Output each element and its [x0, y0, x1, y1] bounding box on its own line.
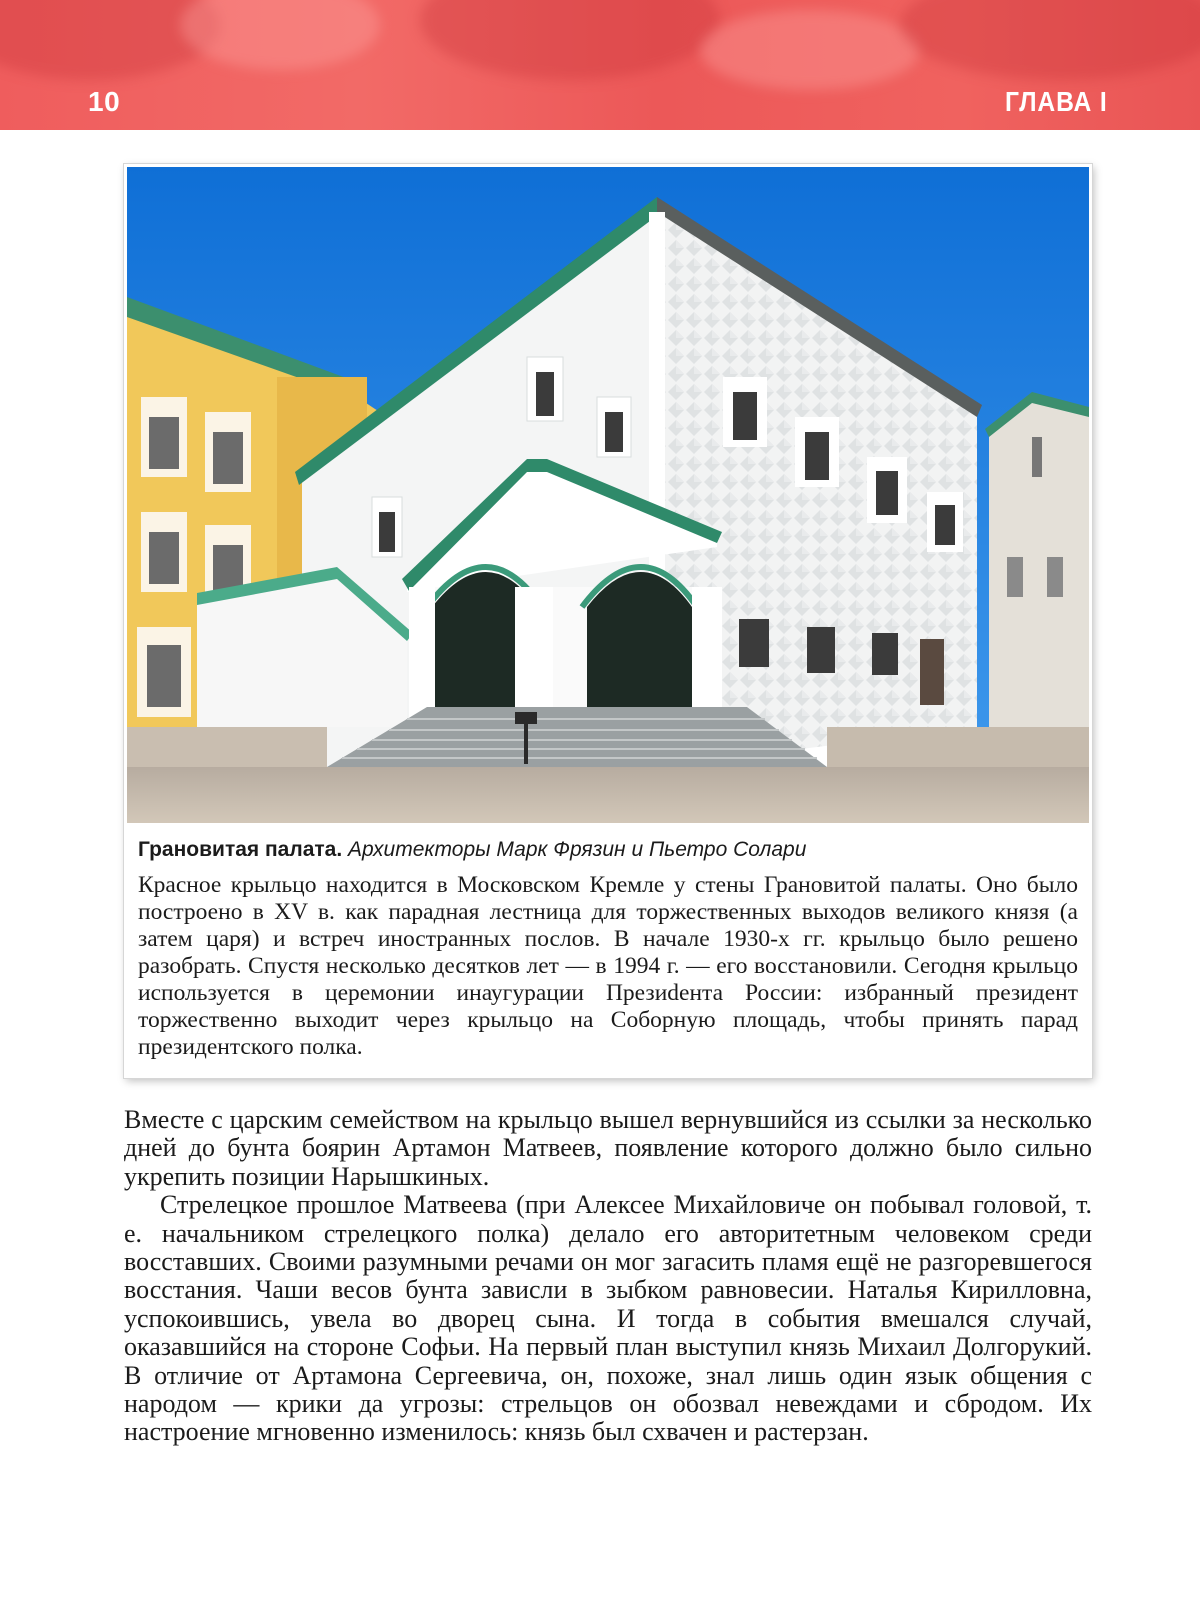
figure-box	[124, 164, 1092, 1078]
paragraph: Стрелецкое прошлое Матвеева (при Алексее Михайловиче он побывал головой, т. е. начальником стрелецкого полка) делало его авторитетным человеком среди восставших. Своими разумными речами он мог загасить пламя ещё не разгоревшегося восстания. Чаши весов бунта зависли в зыбком равновесии. Наталья Кирилловна, успокоившись, увела во дворец сына. И тогда в события вмешался случай, оказавшийся на стороне Софьи. На первый план выступил князь Михаил Долгорукий. В отличие от Артамона Сергеевича, он, похоже, знал лишь один язык общения с народом — крики да угрозы: стрельцов он обозвал невеждами и сбродом. Их настроение мгновенно изменилось: князь был схвачен и растерзан.	[124, 1190, 1092, 1447]
header-texture	[900, 0, 1200, 80]
caption-text: Красное крыльцо находится в Московском Кремле у стены Грановитой палаты. Оно было построено в XV в. как парадная лестница для торжественных выходов великого князя (а затем царя) и встреч иностранных послов. В начале 1930-х гг. крыльцо было решено разобрать. Спустя несколько десятков лет — в 1994 г. — его восстановили. Сегодня крыльцо используется в церемонии инаугурации Презиdента России: избранный президент торжественно выходит через крыльцо на Соборную площадь, чтобы принять парад президентского полка.	[138, 872, 1078, 1060]
palace-photo	[127, 167, 1089, 823]
paragraph: Вместе с царским семейством на крыльцо вышел вернувшийся из ссылки за несколько дней до бунта боярин Артамон Матвеев, появление которого должно было сильно укрепить позиции Нарышкиных.	[124, 1105, 1092, 1191]
header-texture	[420, 0, 720, 80]
caption-subtitle: Архитекторы Марк Фрязин и Пьетро Солари	[348, 838, 807, 861]
caption-heading	[138, 836, 1078, 864]
header-texture	[700, 10, 920, 90]
body-text	[124, 1106, 1092, 1447]
page-number: 10	[88, 86, 121, 117]
header-texture	[180, 0, 380, 70]
chapter-header-band	[0, 0, 1200, 130]
figure-caption	[138, 836, 1078, 1061]
caption-title: Грановитая палата.	[138, 838, 343, 861]
chapter-title: ГЛАВА I	[1005, 86, 1108, 117]
